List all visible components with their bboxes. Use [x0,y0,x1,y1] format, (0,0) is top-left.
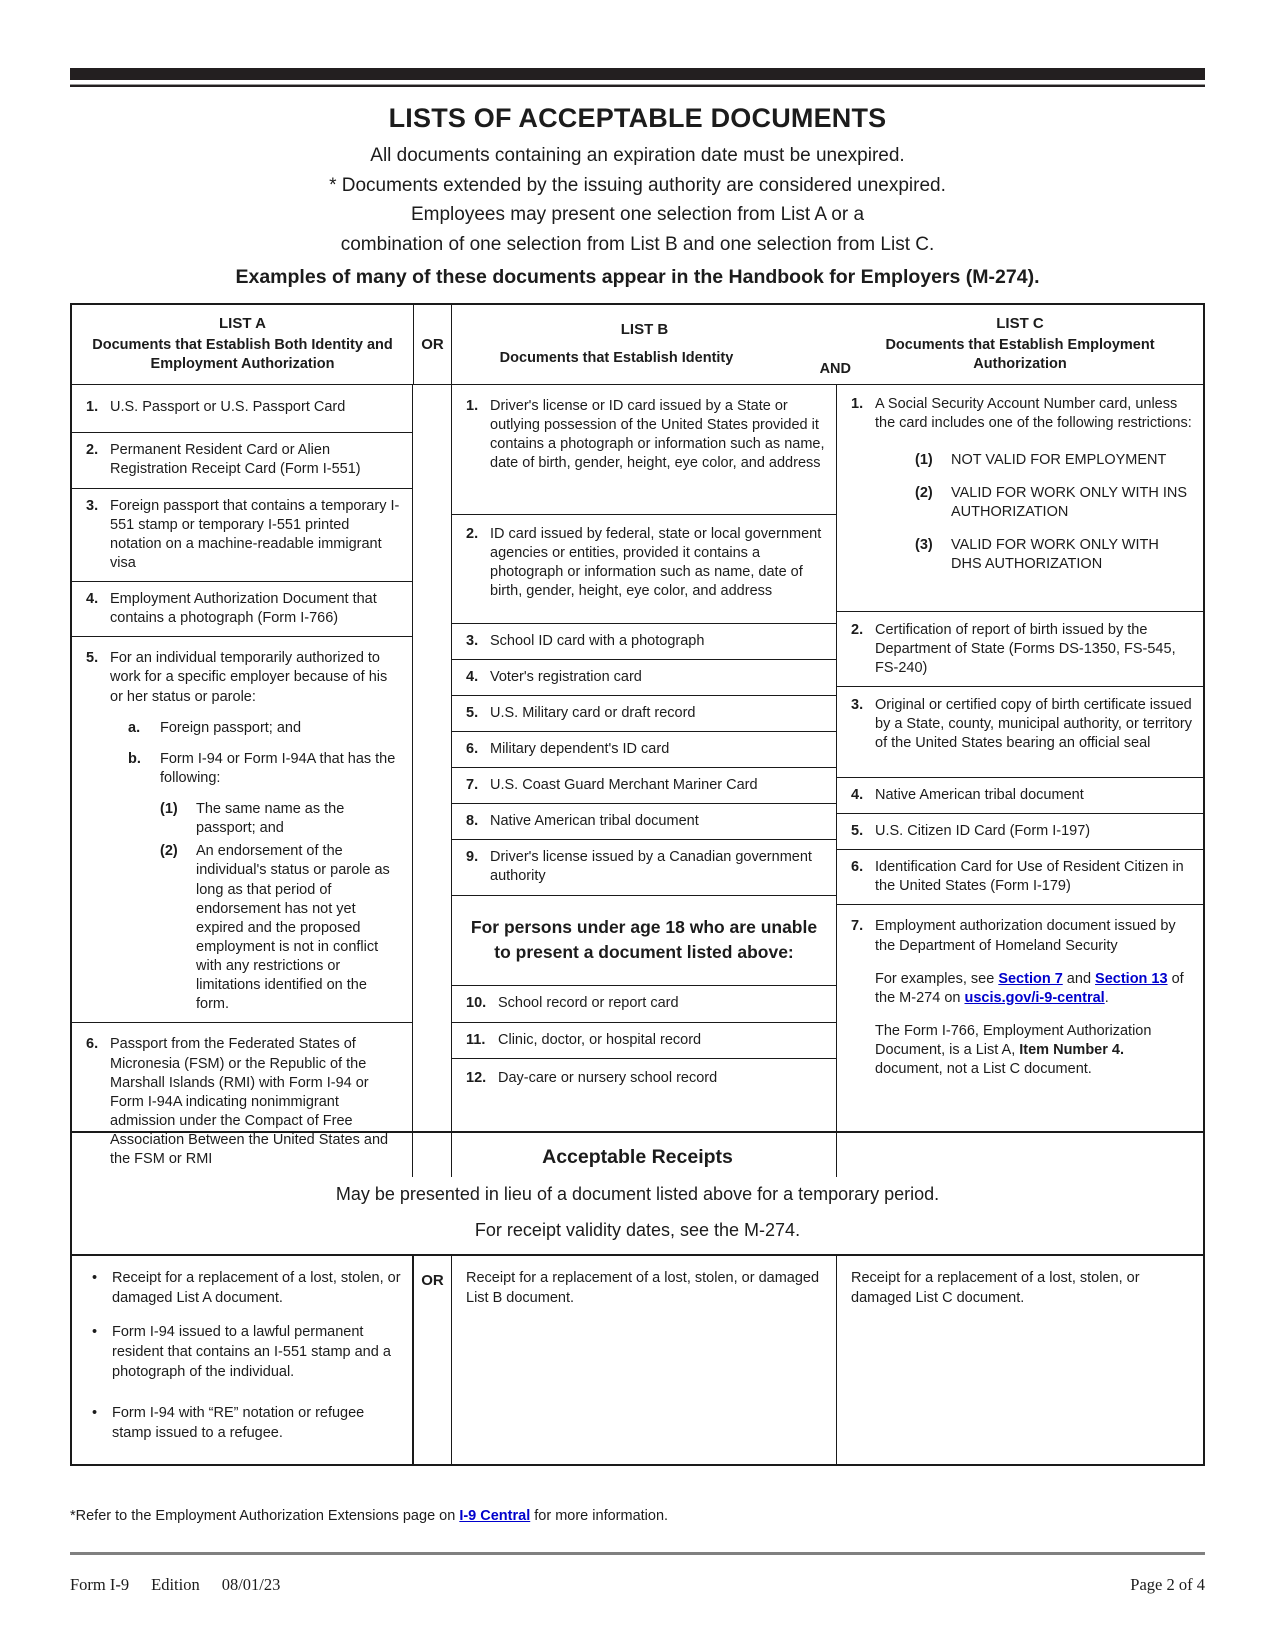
item-number: 1. [851,395,864,412]
note-text: . [1104,989,1109,1006]
bullet-icon: • [92,1270,98,1287]
item-number: 4. [851,786,864,803]
list-c-restriction-2 [915,484,1193,522]
footer-edition-date: 08/01/23 [221,1575,281,1595]
list-a-column [72,385,413,1178]
footer-form-info [70,1575,302,1595]
subtitle-bold: Examples of many of these documents appear in the Handbook for Employers (M-274). [235,266,1040,289]
item-text: Identification Card for Use of Resident Citizen in the United States (Form I-179) [875,859,1184,895]
item-number: 2. [466,525,479,542]
page-title: LISTS OF ACCEPTABLE DOCUMENTS [388,103,887,133]
item-text: Employment authorization document issued by the Department of Homeland Security [875,918,1176,954]
list-b-minor-heading: For persons under age 18 who are unable to present a document listed above: [452,896,836,986]
footnote [70,1508,1205,1524]
item-number: 3. [851,696,864,713]
item-number: (2) [915,484,933,501]
item-number: 6. [466,740,479,757]
receipts-list-b-cell: Receipt for a replacement of a lost, stolen, or damaged List B document. [452,1256,837,1464]
list-a-header [72,305,413,383]
list-b-item-2 [452,515,836,624]
item-text: Native American tribal document [490,813,699,830]
note-text: and [1062,970,1096,987]
item-number: 3. [466,632,479,649]
item-text: Foreign passport that contains a temporary I-551 stamp or temporary I-551 printed notation on a machine-readable immigrant visa [110,497,400,571]
item-text: Military dependent's ID card [490,740,670,757]
item-text: Certification of report of birth issued by the Department of State (Forms DS-1350, FS-545, FS-240) [875,621,1176,676]
acceptable-receipts-line-2: For receipt validity dates, see the M-274. [474,1219,801,1240]
item-number: 8. [466,813,479,830]
item-text: Form I-94 or Form I-94A that has the following: [160,750,396,786]
uscis-i9-central-link[interactable]: uscis.gov/i-9-central [964,989,1105,1006]
item-number: 6. [851,859,864,876]
acceptable-receipts-banner [72,1131,1203,1255]
and-label: AND [819,361,851,378]
list-c-header [837,305,1203,383]
item-number: 5. [466,704,479,721]
item-number: 6. [86,1036,99,1053]
item-number: 12. [466,1069,487,1086]
list-b-item-5 [452,696,836,732]
item-text: For an individual temporarily authorized to work for a specific employer because of his or her status or parole: [110,650,388,705]
list-a-item-3 [72,489,412,583]
item-text: An endorsement of the individual's status or parole as long as that period of endorsement has not yet expired and the proposed employment is not in conflict with any restrictions or limitations identified on the form. [196,843,390,1013]
list-a-item-5b1 [160,800,402,838]
subtitle-line-3: Employees may present one selection from List A or a [410,204,865,226]
item-number: 2. [86,441,99,458]
item-text: Driver's license or ID card issued by a State or outlying possession of the United States provided it contains a photograph or information such as name, date of birth, gender, height, eye color, and address [490,397,825,471]
receipt-bullet-2 [86,1322,404,1383]
footnote-text: *Refer to the Employment Authorization Extensions page on [70,1508,460,1525]
page-footer [70,1575,1205,1595]
list-a-item-2 [72,433,412,489]
list-a-item-5a [128,719,402,738]
list-c-item-4 [837,778,1203,814]
item-text: Native American tribal document [875,786,1084,803]
item-text: NOT VALID FOR EMPLOYMENT [951,451,1167,468]
list-b-item-11 [452,1023,836,1059]
item-number: 11. [466,1031,486,1048]
item-number: 1. [466,397,479,414]
item-number: 9. [466,849,479,866]
list-c-item-6 [837,850,1203,905]
item-text: Driver's license issued by a Canadian government authority [490,849,812,885]
list-b-header [452,305,851,383]
item-text: U.S. Military card or draft record [490,704,696,721]
list-a-item-5b2 [160,842,402,1014]
note-text: The Form I-766, Employment Authorization Document, is a List A, [875,1022,1152,1059]
i9-central-link[interactable]: I-9 Central [459,1508,531,1525]
top-black-bar [70,68,1205,80]
footer-form-name: Form I-9 [70,1575,130,1595]
receipts-or-label: OR [413,1256,452,1464]
bullet-icon: • [92,1404,98,1421]
list-b-item-1 [452,385,836,515]
item-text: Voter's registration card [490,668,642,685]
receipt-bullet-3 [86,1403,404,1444]
item-text: Passport from the Federated States of Micronesia (FSM) or the Republic of the Marshall Islands (RMI) with Form I-94 or Form I-94A indicating nonimmigrant admission under the Compact of Free Association Between the United States and the FSM or RMI [110,1036,389,1168]
item-number: 10. [466,994,487,1011]
item-number: 4. [86,591,99,608]
note-text: For examples, see [875,970,999,987]
title-block [70,103,1205,289]
list-b-item-3 [452,624,836,660]
or-column-header: OR [413,305,452,383]
item-text: Employment Authorization Document that contains a photograph (Form I-766) [110,591,377,627]
item-text: ID card issued by federal, state or local government agencies or entities, provided it contains a photograph or information such as name, date of birth, gender, height, eye color, and address [490,525,822,599]
item-number: 4. [466,668,479,685]
list-c-item-1 [837,385,1203,612]
list-a-item-5b [128,750,402,788]
receipt-bullet-1 [86,1268,404,1309]
list-b-item-4 [452,660,836,696]
list-a-item-5 [72,637,412,1023]
list-b-item-6 [452,732,836,768]
bullet-text: Form I-94 with “RE” notation or refugee stamp issued to a refugee. [112,1404,365,1441]
item-text: U.S. Passport or U.S. Passport Card [110,399,346,416]
list-a-item-1 [72,385,412,433]
item-number: 7. [851,918,864,935]
list-b-item-8 [452,804,836,840]
list-c-restriction-3 [915,536,1193,574]
item-text: A Social Security Account Number card, unless the card includes one of the following restrictions: [875,395,1192,431]
subtitle-line-1: All documents containing an expiration date must be unexpired. [370,145,905,166]
item-text: Original or certified copy of birth certificate issued by a State, county, municipal authority, or territory of the United States bearing an official seal [875,696,1192,752]
list-a-subtitle: Documents that Establish Both Identity and Employment Authorization [92,336,393,372]
item-text: Clinic, doctor, or hospital record [498,1031,702,1048]
item-number: (1) [915,451,933,468]
item-text: The same name as the passport; and [196,801,345,837]
list-b-subtitle: Documents that Establish Identity [499,349,734,366]
item-number: 5. [86,650,99,667]
bullet-text: Form I-94 issued to a lawful permanent resident that contains an I-551 stamp and a photograph of the individual. [112,1323,391,1381]
item-number: 3. [86,497,99,514]
list-c-item-7-note-1 [875,970,1193,1008]
list-b-c-header-wrap [452,305,1203,383]
receipts-row [72,1254,1203,1464]
list-b-title: LIST B [620,321,669,339]
list-c-item-2 [837,612,1203,687]
item-text: Foreign passport; and [160,719,302,736]
item-text: U.S. Coast Guard Merchant Mariner Card [490,777,758,794]
item-text: VALID FOR WORK ONLY WITH DHS AUTHORIZATION [951,537,1159,573]
list-c-item-3 [837,687,1203,778]
item-text: Day-care or nursery school record [498,1069,718,1086]
list-a-title: LIST A [219,315,266,333]
section-13-link[interactable]: Section 13 [1095,970,1168,987]
footer-divider [70,1552,1205,1555]
list-c-subtitle: Documents that Establish Employment Authorization [885,336,1155,372]
item-text: Permanent Resident Card or Alien Registration Receipt Card (Form I-551) [110,441,361,478]
list-c-column [837,385,1203,1178]
subtitle-line-2: * Documents extended by the issuing authority are considered unexpired. [329,174,946,196]
list-c-item-5 [837,814,1203,850]
list-c-restriction-1 [915,451,1193,470]
or-column-body [413,385,452,1178]
item-number: 5. [851,823,864,840]
list-a-item-4 [72,582,412,637]
item-number: 1. [86,399,99,416]
bullet-icon: • [92,1323,98,1340]
list-b-column [452,385,837,1178]
list-c-title: LIST C [996,315,1044,333]
footer-edition-label: Edition [151,1575,200,1595]
item-text: U.S. Citizen ID Card (Form I-197) [875,823,1091,840]
acceptable-documents-table [70,303,1205,1466]
footnote-text: for more information. [530,1508,669,1525]
list-b-item-9 [452,840,836,895]
receipts-list-a-cell [72,1256,413,1464]
item-text: School record or report card [498,994,679,1011]
list-c-item-7-note-2 [875,1022,1193,1079]
list-b-item-7 [452,768,836,804]
acceptable-receipts-line-1: May be presented in lieu of a document listed above for a temporary period. [335,1183,940,1204]
acceptable-receipts-title: Acceptable Receipts [542,1145,733,1168]
item-text: School ID card with a photograph [490,632,705,649]
note-text: document, not a List C document. [875,1061,1092,1078]
list-b-item-10 [452,986,836,1023]
item-number: (2) [160,843,178,860]
item-number: 2. [851,621,864,638]
item-number: b. [128,750,141,767]
bullet-text: Receipt for a replacement of a lost, stolen, or damaged List A document. [112,1270,401,1307]
section-7-link[interactable]: Section 7 [998,970,1063,987]
item-number: (3) [915,537,933,554]
table-header-row [72,305,1203,384]
item-number: (1) [160,801,178,818]
note-bold-text: Item Number 4. [1019,1042,1125,1059]
item-number: 7. [466,777,479,794]
top-divider-line [70,84,1205,87]
item-number: a. [128,719,141,736]
item-text: VALID FOR WORK ONLY WITH INS AUTHORIZATION [951,484,1188,521]
receipts-list-c-cell: Receipt for a replacement of a lost, stolen, or damaged List C document. [851,1270,1140,1307]
subtitle-line-4: combination of one selection from List B and one selection from List C. [340,233,935,255]
note-text: of the M-274 on [875,970,1184,1006]
footer-page-number: Page 2 of 4 [1130,1575,1205,1595]
